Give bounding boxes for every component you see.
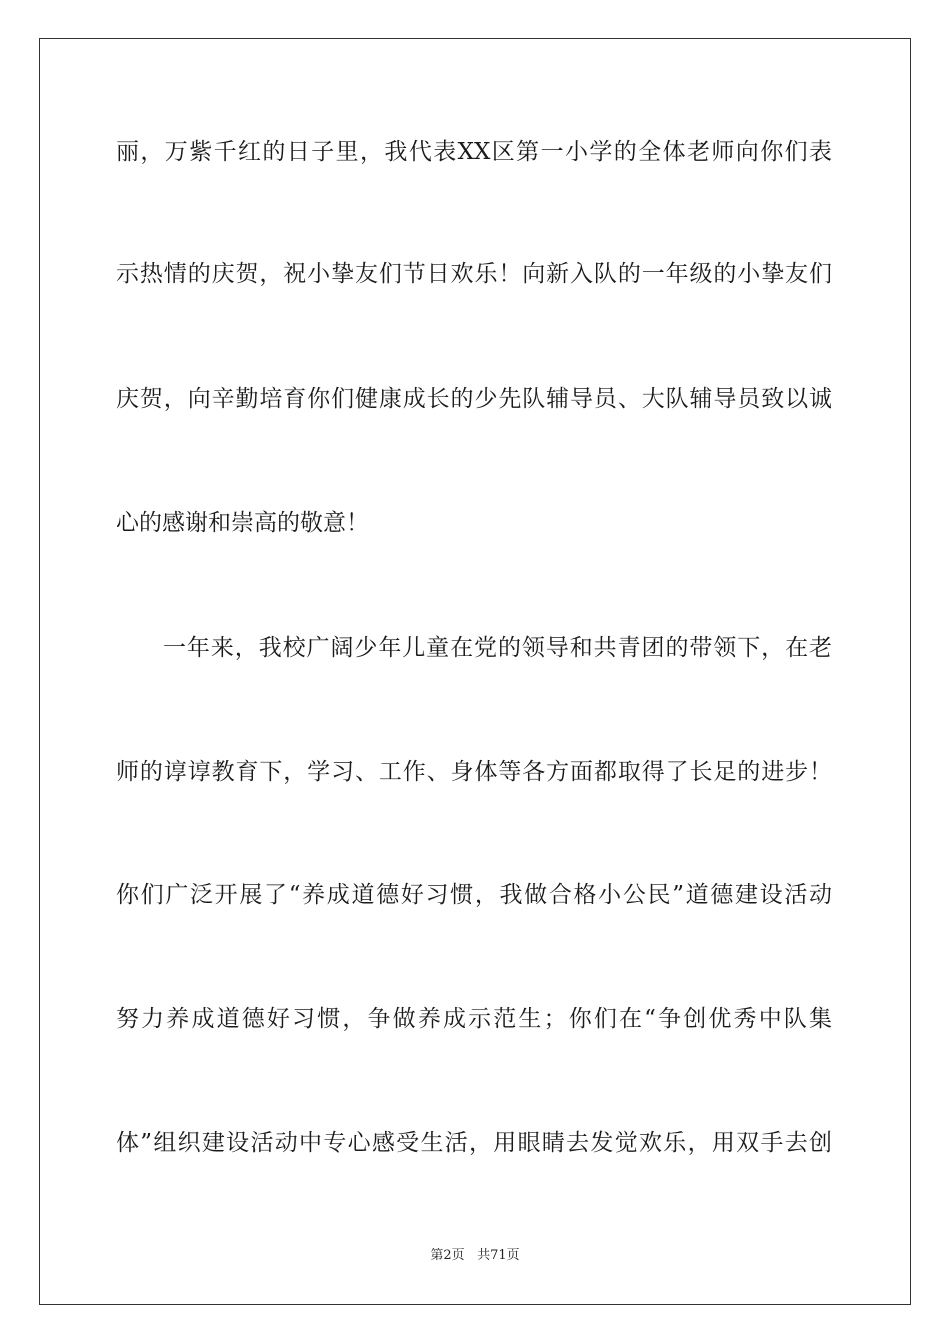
current-page-label: 第2页 bbox=[430, 1248, 465, 1263]
text-line-2: 示热情的庆贺，祝小挚友们节日欢乐！向新入队的一年级的小挚友们 bbox=[116, 261, 832, 287]
text-line-1: 丽，万紫千红的日子里，我代表XX区第一小学的全体老师向你们表 bbox=[116, 139, 832, 165]
page-border bbox=[39, 38, 911, 1305]
total-pages-label: 共71页 bbox=[477, 1248, 520, 1263]
text-line-3: 庆贺，向辛勤培育你们健康成长的少先队辅导员、大队辅导员致以诚 bbox=[116, 386, 832, 412]
text-line-6: 师的谆谆教育下，学习、工作、身体等各方面都取得了长足的进步！ bbox=[116, 759, 832, 785]
text-line-9: 体”组织建设活动中专心感受生活，用眼睛去发觉欢乐，用双手去创 bbox=[116, 1130, 832, 1156]
text-line-8: 努力养成道德好习惯，争做养成示范生；你们在“争创优秀中队集 bbox=[116, 1006, 832, 1032]
page-footer bbox=[0, 1246, 950, 1266]
text-line-5: 一年来，我校广阔少年儿童在党的领导和共青团的带领下，在老 bbox=[163, 635, 832, 661]
text-line-4: 心的感谢和崇高的敬意！ bbox=[116, 510, 369, 536]
text-line-7: 你们广泛开展了“养成道德好习惯，我做合格小公民”道德建设活动 bbox=[116, 882, 832, 908]
